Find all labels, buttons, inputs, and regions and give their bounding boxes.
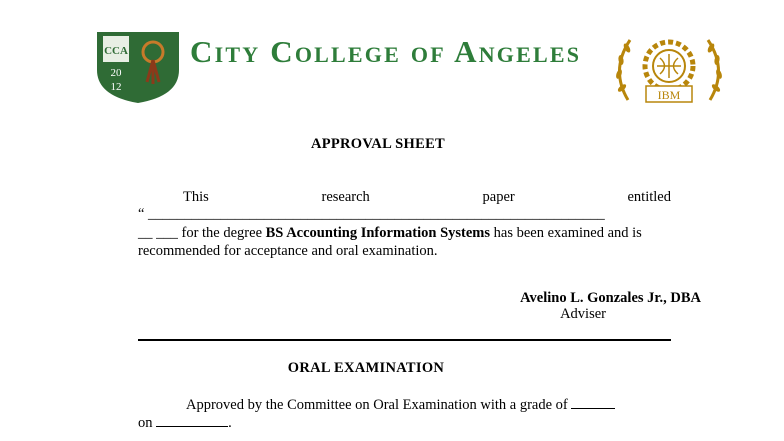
oral-examination-title: ORAL EXAMINATION bbox=[287, 360, 445, 376]
paragraph-line-3 bbox=[138, 224, 678, 243]
ibm-institute-logo bbox=[610, 30, 728, 110]
line3-prefix: __ ___ for the degree bbox=[138, 225, 266, 241]
grade-blank bbox=[571, 396, 615, 409]
title-blank-line: “ _______________________________________________________________ bbox=[138, 206, 605, 222]
word-research: research bbox=[321, 189, 370, 205]
svg-text:CCA: CCA bbox=[104, 45, 128, 57]
section-divider bbox=[138, 339, 671, 341]
adviser-name: Avelino L. Gonzales Jr., DBA bbox=[520, 290, 701, 306]
line3-suffix: has been examined and is bbox=[490, 225, 642, 241]
svg-text:12: 12 bbox=[110, 81, 122, 93]
on-suffix: . bbox=[228, 415, 232, 431]
word-paper: paper bbox=[482, 189, 515, 205]
date-blank bbox=[156, 414, 228, 427]
svg-text:IBM: IBM bbox=[657, 88, 681, 102]
word-this: This bbox=[183, 189, 209, 205]
approval-sheet-title: APPROVAL SHEET bbox=[310, 136, 446, 152]
adviser-role: Adviser bbox=[560, 306, 606, 322]
college-seal-logo bbox=[95, 30, 181, 104]
paragraph-line-4: recommended for acceptance and oral examination. bbox=[138, 243, 438, 259]
on-text: on bbox=[138, 415, 153, 431]
word-entitled: entitled bbox=[627, 189, 671, 205]
on-date-line bbox=[138, 414, 232, 432]
approved-text: Approved by the Committee on Oral Examination with a grade of bbox=[186, 397, 568, 413]
degree-name: BS Accounting Information Systems bbox=[265, 225, 491, 241]
svg-text:20: 20 bbox=[110, 67, 122, 79]
college-name: City College of Angeles bbox=[190, 34, 582, 69]
approved-line bbox=[186, 396, 615, 414]
